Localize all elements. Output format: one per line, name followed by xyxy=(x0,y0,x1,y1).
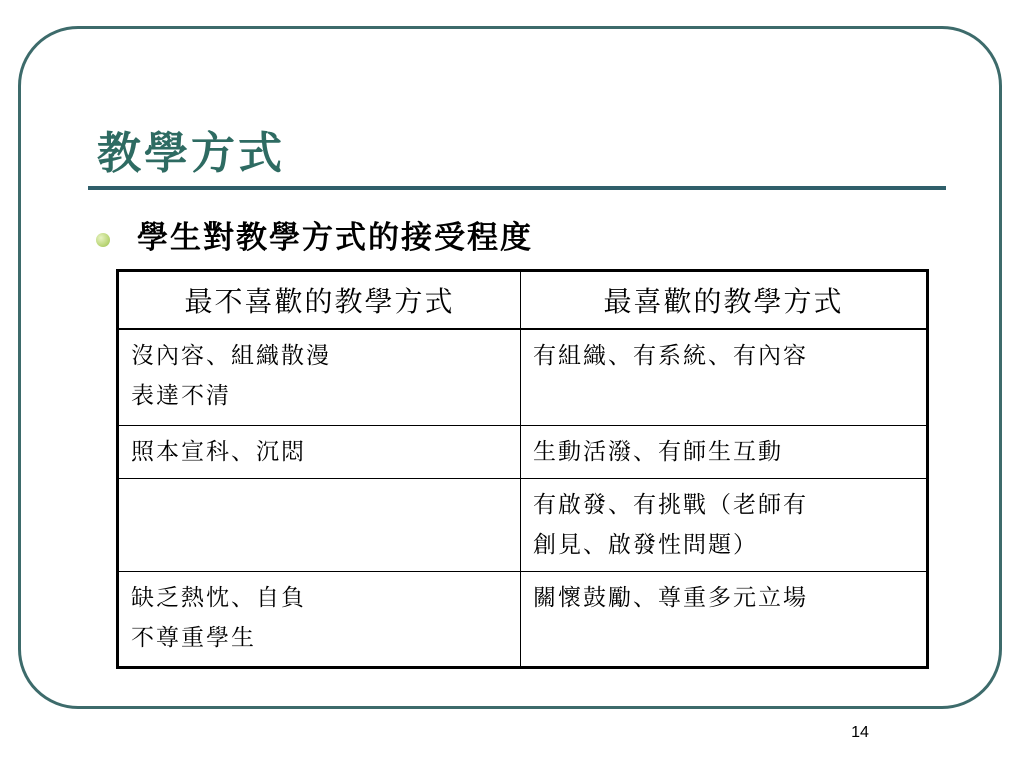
cell-least-liked xyxy=(118,571,521,667)
cell-line: 有啟發、有挑戰（老師有 xyxy=(533,491,808,518)
cell-least-liked xyxy=(118,329,521,425)
cell-least-liked-empty xyxy=(118,478,521,571)
slide-title: 教學方式 xyxy=(97,128,285,179)
cell-most-liked xyxy=(521,571,928,667)
header-most-liked: 最喜歡的教學方式 xyxy=(521,271,928,330)
teaching-methods-table xyxy=(116,269,929,669)
cell-least-liked xyxy=(118,425,521,478)
cell-line: 照本宣科、沉悶 xyxy=(131,438,306,465)
table-row xyxy=(118,478,928,571)
cell-line: 沒內容、組織散漫 xyxy=(131,343,331,369)
table-header-row xyxy=(118,271,928,330)
bullet-icon xyxy=(96,233,110,247)
cell-most-liked xyxy=(521,425,928,478)
cell-most-liked xyxy=(521,329,928,425)
cell-line: 關懷鼓勵、尊重多元立場 xyxy=(533,584,808,611)
header-least-liked: 最不喜歡的教學方式 xyxy=(118,271,521,330)
table-row xyxy=(118,425,928,478)
cell-line: 創見、啟發性問題） xyxy=(533,531,758,558)
cell-line: 缺乏熱忱、自負 xyxy=(131,584,306,611)
bullet-text: 學生對教學方式的接受程度 xyxy=(137,220,533,256)
cell-line: 生動活潑、有師生互動 xyxy=(533,438,783,465)
cell-line: 有組織、有系統、有內容 xyxy=(533,343,808,369)
cell-line: 表達不清 xyxy=(131,383,231,409)
title-divider xyxy=(88,186,946,190)
table-row xyxy=(118,571,928,667)
table-row xyxy=(118,329,928,425)
cell-line: 不尊重學生 xyxy=(131,624,256,651)
cell-most-liked xyxy=(521,478,928,571)
page-number: 14 xyxy=(851,724,869,741)
